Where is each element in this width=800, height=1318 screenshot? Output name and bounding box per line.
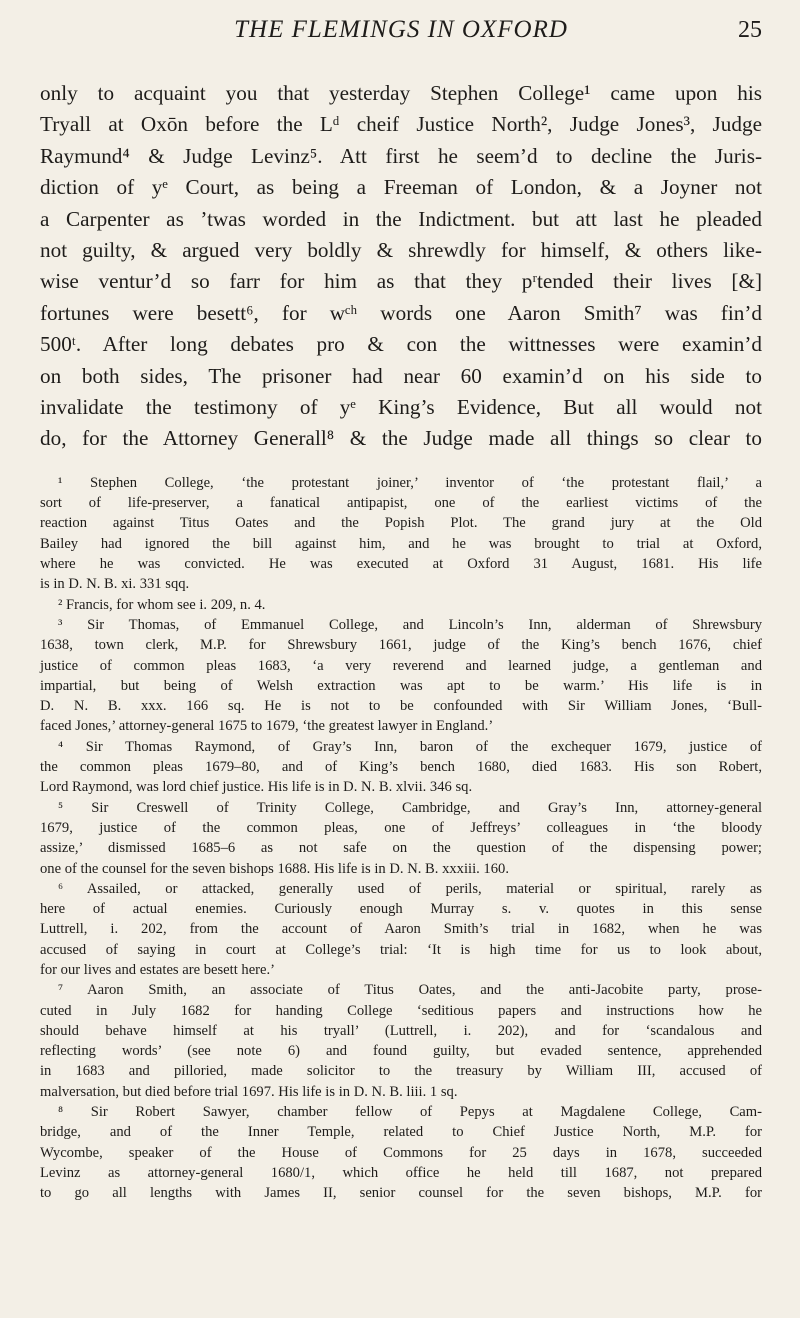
running-title: THE FLEMINGS IN OXFORD: [234, 16, 568, 43]
footnote-8: [40, 1102, 762, 1203]
footnote-line: ⁸ Sir Robert Sawyer, chamber fellow of Pepys at Magdalene College, Cam-: [58, 1104, 762, 1121]
footnote-line: D. N. B. xxx. 166 sq. He is not to be confounded with Sir William Jones, ‘Bull-: [40, 698, 762, 715]
footnote-line: accused of saying in court at College’s trial: ‘It is high time for us to look about,: [40, 941, 762, 958]
main-text: [40, 76, 762, 455]
footnote-line: where he was convicted. He was executed at Oxford 31 August, 1681. His life: [40, 556, 762, 573]
text-line: Tryall at Oxōn before the Lᵈ cheif Justice North², Judge Jones³, Judge: [40, 112, 762, 137]
footnote-line: to go all lengths with James II, senior counsel for the seven bishops, M.P. for: [40, 1185, 762, 1202]
footnote-line: bridge, and of the Inner Temple, related to Chief Justice North, M.P. for: [40, 1124, 762, 1141]
footnote-line: ³ Sir Thomas, of Emmanuel College, and Lincoln’s Inn, alderman of Shrewsbury: [58, 616, 762, 633]
footnote-line: sort of life-preserver, a fanatical antipapist, one of the earliest victims of the: [40, 495, 762, 512]
footnote-6: [40, 879, 762, 980]
footnote-line: justice of common pleas 1683, ‘a very reverend and learned judge, a gentleman and: [40, 657, 762, 674]
footnote-1: [40, 473, 762, 595]
text-line: diction of yᵉ Court, as being a Freeman of London, & a Joyner not: [40, 175, 762, 200]
text-line: do, for the Attorney Generall⁸ & the Judge made all things so clear to: [40, 426, 762, 451]
footnote-line: should behave himself at his tryall’ (Luttrell, i. 202), and for ‘scandalous and: [40, 1022, 762, 1039]
text-line: a Carpenter as ’twas worded in the Indictment. but att last he pleaded: [40, 206, 762, 231]
footnote-4: [40, 737, 762, 798]
footnote-line: Wycombe, speaker of the House of Commons for 25 days in 1678, succeeded: [40, 1144, 762, 1161]
text-line: 500ᵗ. After long debates pro & con the wittnesses were examin’d: [40, 332, 762, 357]
text-line: only to acquaint you that yesterday Stephen College¹ came upon his: [40, 81, 762, 105]
footnote-line: 1679, justice of the common pleas, one of Jeffreys’ colleagues in ‘the bloody: [40, 819, 762, 836]
footnote-line: here of actual enemies. Curiously enough Murray s. v. quotes in this sense: [40, 901, 762, 918]
footnote-line: in 1683 and pilloried, made solicitor to the treasury by William III, accused of: [40, 1063, 762, 1080]
text-line: wise ventur’d so farr for him as that they pʳtended their lives [&]: [40, 269, 762, 294]
footnote-7: [40, 980, 762, 1102]
footnote-line: for our lives and estates are besett here.’: [40, 962, 276, 978]
footnote-line: assize,’ dismissed 1685–6 as not safe on the question of the dispensing power;: [40, 840, 762, 857]
text-line: invalidate the testimony of yᵉ King’s Evidence, But all would not: [40, 395, 762, 420]
text-line: Raymund⁴ & Judge Levinz⁵. Att first he seem’d to decline the Juris-: [40, 143, 762, 168]
footnote-line: ² Francis, for whom see i. 209, n. 4.: [58, 596, 266, 613]
text-line: on both sides, The prisoner had near 60 examin’d on his side to: [40, 363, 762, 388]
footnote-line: ¹ Stephen College, ‘the protestant joiner,’ inventor of ‘the protestant flail,’ a: [58, 474, 762, 491]
footnotes: [40, 473, 762, 1204]
footnote-line: reaction against Titus Oates and the Popish Plot. The grand jury at the Old: [40, 515, 762, 532]
footnote-line: Bailey had ignored the bill against him, and he was brought to trial at Oxford,: [40, 535, 762, 552]
footnote-5: [40, 798, 762, 879]
text-line: fortunes were besett⁶, for wᶜʰ words one Aaron Smith⁷ was fin’d: [40, 300, 762, 325]
footnote-line: ⁶ Assailed, or attacked, generally used of perils, material or spiritual, rarely as: [58, 880, 762, 897]
footnote-line: ⁵ Sir Creswell of Trinity College, Cambridge, and Gray’s Inn, attorney-general: [58, 799, 762, 816]
page-number: 25: [738, 17, 762, 43]
text-line: not guilty, & argued very boldly & shrewdly for himself, & others like-: [40, 238, 762, 263]
footnote-line: the common pleas 1679–80, and of King’s bench 1680, died 1683. His son Robert,: [40, 759, 762, 776]
footnote-2: [40, 595, 762, 615]
footnote-line: is in D. N. B. xi. 331 sqq.: [40, 576, 190, 593]
footnote-line: Luttrell, i. 202, from the account of Aaron Smith’s trial in 1682, when he was: [40, 921, 762, 938]
footnote-line: Lord Raymond, was lord chief justice. His life is in D. N. B. xlvii. 346 sq.: [40, 779, 473, 796]
footnote-line: Levinz as attorney-general 1680/1, which office he held till 1687, not prepared: [40, 1164, 762, 1181]
footnote-line: reflecting words’ (see note 6) and found guilty, but evaded sentence, apprehended: [40, 1043, 762, 1060]
footnote-line: one of the counsel for the seven bishops 1688. His life is in D. N. B. xxxiii. 160.: [40, 860, 509, 877]
footnote-line: 1638, town clerk, M.P. for Shrewsbury 1661, judge of the King’s bench 1676, chief: [40, 637, 762, 654]
footnote-line: faced Jones,’ attorney-general 1675 to 1679, ‘the greatest lawyer in England.’: [40, 718, 494, 735]
footnote-line: malversation, but died before trial 1697. His life is in D. N. B. liii. 1 sq.: [40, 1083, 458, 1100]
footnote-line: impartial, but being of Welsh extraction was apt to be warm.’ His life is in: [40, 677, 762, 694]
book-page: [40, 0, 762, 1204]
footnote-3: [40, 615, 762, 737]
footnote-line: ⁴ Sir Thomas Raymond, of Gray’s Inn, baron of the exchequer 1679, justice of: [58, 738, 762, 755]
page-header: [40, 0, 762, 76]
footnote-line: ⁷ Aaron Smith, an associate of Titus Oates, and the anti-Jacobite party, prose-: [58, 982, 762, 999]
footnote-line: cuted in July 1682 for handing College ‘seditious papers and instructions how he: [40, 1002, 762, 1019]
